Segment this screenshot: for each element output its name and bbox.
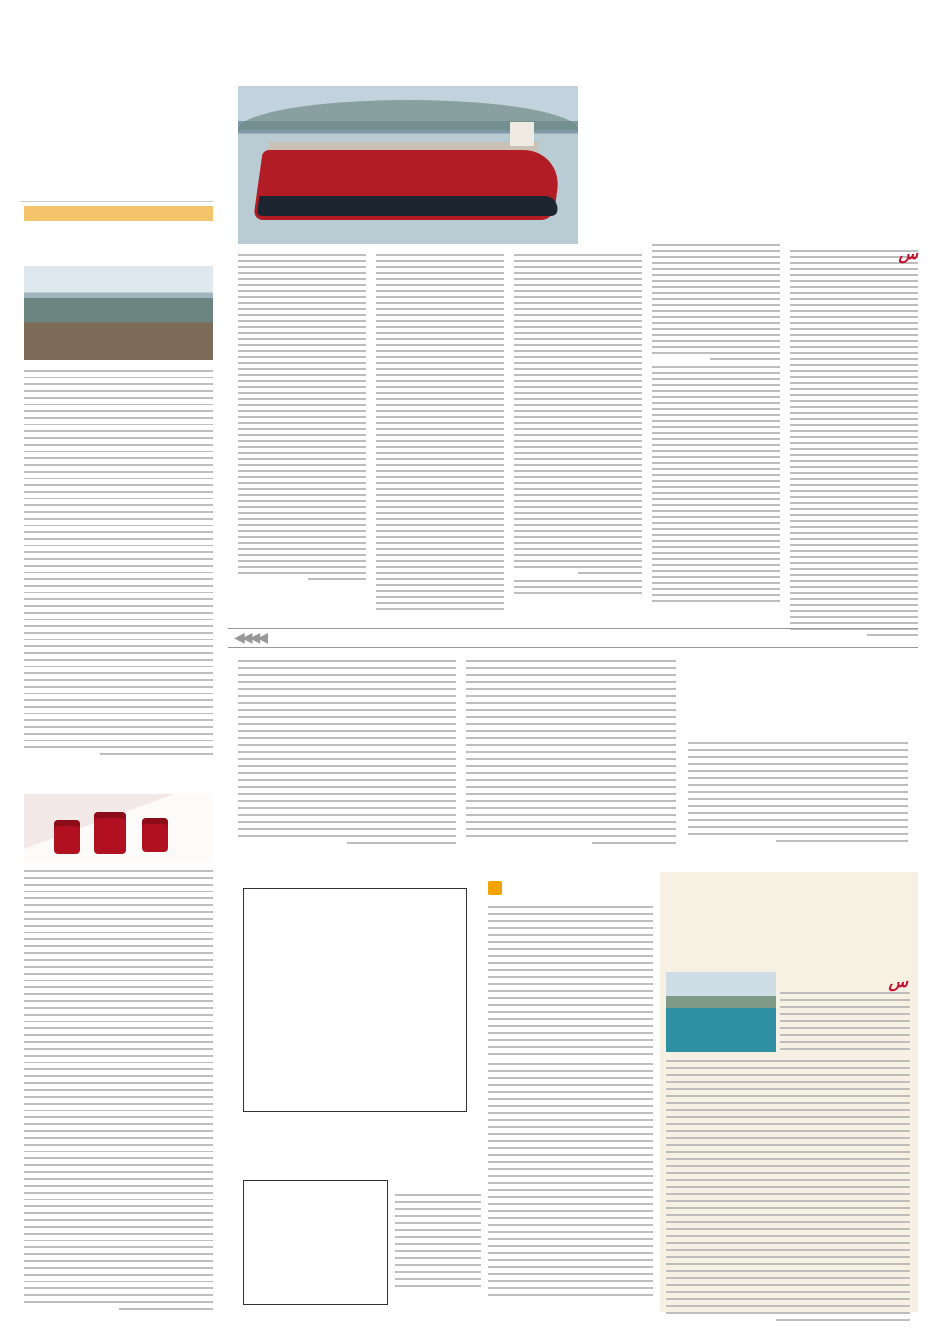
wastewater-photo [24, 266, 213, 360]
water-article [660, 872, 918, 1312]
puzzle-icon [488, 881, 502, 895]
main-column-1 [790, 244, 918, 624]
down-clues [488, 1063, 653, 1296]
category-tag [24, 206, 213, 221]
commission-column-1 [688, 742, 908, 842]
main-column-3-text-a [514, 254, 642, 574]
tanker-photo [238, 86, 578, 244]
main-column-3-text-b [514, 580, 642, 594]
water-body-text [666, 1060, 910, 1321]
commission-header [688, 656, 908, 660]
answer-grid [243, 1180, 388, 1305]
masthead-logo [28, 32, 218, 142]
commission-column-3 [238, 660, 456, 844]
tanker-hull-lower [257, 196, 560, 216]
sidebar [20, 20, 213, 1320]
barrel-shape [54, 820, 80, 854]
main-column-1-text [790, 250, 918, 636]
tanker-bridge [510, 122, 534, 146]
crossword-clues [488, 902, 653, 1312]
water-intro-text [780, 992, 910, 1050]
barrel-shape [142, 818, 168, 852]
story1-body [24, 370, 213, 755]
main-column-4-text [376, 254, 504, 610]
main-column-4 [376, 254, 504, 624]
main-article [228, 78, 918, 638]
author-signature: س [898, 244, 918, 263]
commission-column-2 [466, 660, 676, 844]
author-signature: س [888, 972, 908, 991]
main-column-2-text-a [652, 244, 780, 360]
across-clues [488, 906, 653, 1055]
crossword-notes [395, 1194, 481, 1287]
oil-barrels-photo [24, 794, 213, 862]
commission-article [228, 650, 918, 858]
barrel-shape [94, 812, 126, 854]
dam-photo [666, 972, 776, 1052]
main-column-5-text [238, 254, 366, 580]
main-column-3 [514, 254, 642, 624]
crossword-header [488, 878, 648, 898]
news-divider [228, 628, 918, 648]
main-column-2 [652, 244, 780, 624]
arrows-icon: ◀◀◀◀ [234, 630, 266, 646]
story2-body [24, 870, 213, 1310]
crossword-puzzle [235, 870, 485, 1310]
crossword-grid[interactable] [243, 888, 467, 1112]
section-header [20, 168, 213, 202]
main-column-5 [238, 254, 366, 624]
main-column-2-text-b [652, 366, 780, 602]
